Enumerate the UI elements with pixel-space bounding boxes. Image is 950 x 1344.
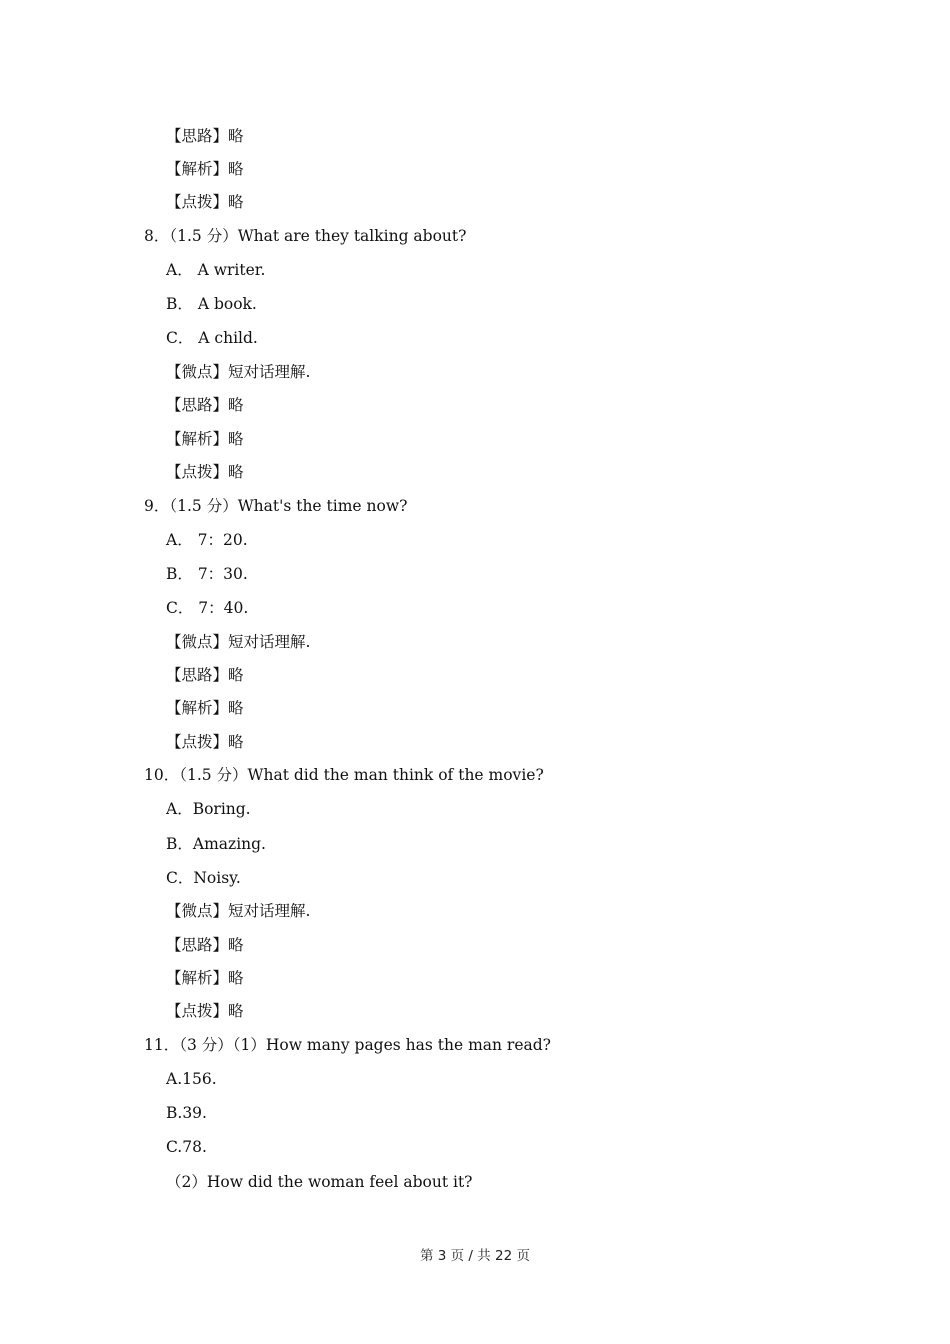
q10-jiexi: 【解析】略 (166, 969, 244, 987)
q10-option-a: A．Boring. (166, 800, 251, 818)
q10-dianbo: 【点拨】略 (166, 1002, 244, 1020)
q9-option-b: B． 7：30. (166, 565, 248, 583)
q8-dianbo: 【点拨】略 (166, 463, 244, 481)
q11-sub2-stem: （2）How did the woman feel about it? (166, 1173, 473, 1191)
q10-stem: 10．（1.5 分）What did the man think of the movie? (144, 766, 544, 784)
q9-stem: 9．（1.5 分）What's the time now? (144, 497, 408, 515)
q8-option-b: B． A book. (166, 295, 257, 313)
page-number-footer: 第 3 页 / 共 22 页 (419, 1248, 531, 1264)
q9-option-a: A． 7：20. (166, 531, 248, 549)
q11-option-a: A.156. (166, 1070, 217, 1088)
q8-option-c: C． A child. (166, 329, 258, 347)
q11-option-b: B.39. (166, 1104, 207, 1122)
q11-stem: 11．（3 分）（1）How many pages has the man read? (144, 1036, 551, 1054)
note-silu: 【思路】略 (166, 127, 244, 145)
q9-option-c: C． 7：40. (166, 599, 249, 617)
q9-silu: 【思路】略 (166, 666, 244, 684)
note-jiexi: 【解析】略 (166, 160, 244, 178)
note-dianbo: 【点拨】略 (166, 193, 244, 211)
q8-option-a: A． A writer. (166, 261, 266, 279)
q9-jiexi: 【解析】略 (166, 699, 244, 717)
q11-option-c: C.78. (166, 1138, 207, 1156)
q10-option-c: C．Noisy. (166, 869, 241, 887)
q8-silu: 【思路】略 (166, 396, 244, 414)
q10-option-b: B．Amazing. (166, 835, 266, 853)
q8-weidian: 【微点】短对话理解. (166, 363, 311, 381)
q9-dianbo: 【点拨】略 (166, 733, 244, 751)
q8-jiexi: 【解析】略 (166, 430, 244, 448)
q8-stem: 8．（1.5 分）What are they talking about? (144, 227, 467, 245)
q10-weidian: 【微点】短对话理解. (166, 902, 311, 920)
q10-silu: 【思路】略 (166, 936, 244, 954)
q9-weidian: 【微点】短对话理解. (166, 633, 311, 651)
